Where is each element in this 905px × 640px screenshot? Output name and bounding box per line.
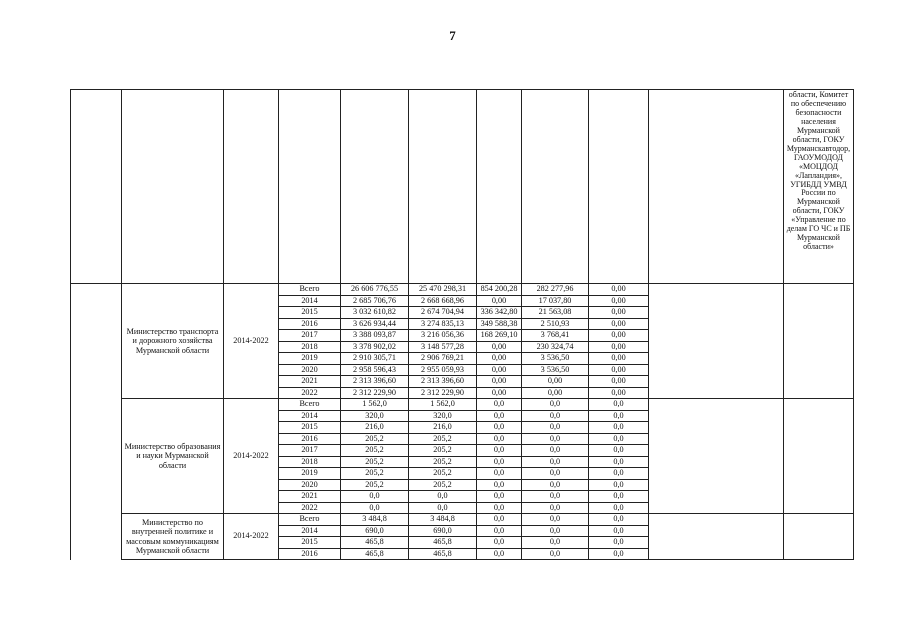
row-total: 2 313 396,60 [341, 376, 409, 388]
cell-total [341, 90, 409, 284]
cell-indicator [649, 90, 784, 284]
row-municipal: 0,0 [522, 525, 589, 537]
row-municipal: 3 768,41 [522, 330, 589, 342]
row-other: 0,0 [589, 433, 649, 445]
row-federal: 349 588,38 [477, 318, 522, 330]
cell-regional [409, 90, 477, 284]
row-municipal: 0,0 [522, 548, 589, 560]
row-year: 2022 [279, 387, 341, 399]
row-municipal: 0,00 [522, 387, 589, 399]
row-year: 2014 [279, 410, 341, 422]
row-year: 2015 [279, 307, 341, 319]
cell-executor [122, 90, 224, 284]
row-regional: 205,2 [409, 468, 477, 480]
row-total: 3 378 902,02 [341, 341, 409, 353]
row-federal: 0,0 [477, 537, 522, 549]
row-year: 2015 [279, 537, 341, 549]
row-other: 0,00 [589, 284, 649, 296]
block-num-cell [71, 399, 122, 514]
row-regional: 465,8 [409, 537, 477, 549]
row-total: 2 312 229,90 [341, 387, 409, 399]
row-federal: 0,0 [477, 399, 522, 411]
row-municipal: 0,0 [522, 514, 589, 526]
row-year: 2014 [279, 295, 341, 307]
block-period: 2014-2022 [224, 514, 279, 560]
row-regional: 2 906 769,21 [409, 353, 477, 365]
row-year: 2017 [279, 445, 341, 457]
row-municipal: 0,0 [522, 502, 589, 514]
row-other: 0,0 [589, 410, 649, 422]
row-regional: 2 312 229,90 [409, 387, 477, 399]
block-num-cell [71, 514, 122, 560]
row-federal: 0,0 [477, 422, 522, 434]
row-other: 0,00 [589, 387, 649, 399]
financing-table [70, 89, 854, 560]
row-municipal: 3 536,50 [522, 353, 589, 365]
row-regional: 205,2 [409, 445, 477, 457]
row-other: 0,0 [589, 399, 649, 411]
row-regional: 25 470 298,31 [409, 284, 477, 296]
continuation-row [71, 90, 854, 284]
row-year: Всего [279, 284, 341, 296]
row-total: 3 626 934,44 [341, 318, 409, 330]
block-indicator-cell [649, 514, 784, 560]
row-other: 0,0 [589, 548, 649, 560]
row-total: 2 910 305,71 [341, 353, 409, 365]
block-executor: Министерство транспорта и дорожного хозяйства Мурманской области [122, 284, 224, 399]
page-number: 7 [449, 28, 456, 43]
row-other: 0,0 [589, 479, 649, 491]
row-year: 2021 [279, 376, 341, 388]
row-other: 0,00 [589, 341, 649, 353]
row-federal: 0,00 [477, 341, 522, 353]
row-municipal: 230 324,74 [522, 341, 589, 353]
row-municipal: 0,0 [522, 468, 589, 480]
row-other: 0,00 [589, 318, 649, 330]
table-row [71, 284, 854, 296]
row-regional: 690,0 [409, 525, 477, 537]
row-regional: 205,2 [409, 456, 477, 468]
row-total: 216,0 [341, 422, 409, 434]
row-other: 0,0 [589, 456, 649, 468]
row-regional: 3 148 577,28 [409, 341, 477, 353]
row-regional: 1 562,0 [409, 399, 477, 411]
row-municipal: 0,00 [522, 376, 589, 388]
row-other: 0,0 [589, 537, 649, 549]
row-other: 0,00 [589, 353, 649, 365]
row-federal: 0,0 [477, 525, 522, 537]
row-municipal: 2 510,93 [522, 318, 589, 330]
row-federal: 0,00 [477, 387, 522, 399]
row-year: 2016 [279, 433, 341, 445]
cell-other [589, 90, 649, 284]
row-total: 3 484,8 [341, 514, 409, 526]
row-year: Всего [279, 514, 341, 526]
table-row [71, 399, 854, 411]
cell-federal [477, 90, 522, 284]
row-year: 2019 [279, 468, 341, 480]
row-year: 2018 [279, 341, 341, 353]
row-federal: 336 342,80 [477, 307, 522, 319]
row-year: 2022 [279, 502, 341, 514]
row-other: 0,0 [589, 525, 649, 537]
row-other: 0,00 [589, 364, 649, 376]
table-row [71, 514, 854, 526]
block-note-cell [784, 284, 854, 399]
block-indicator-cell [649, 284, 784, 399]
row-other: 0,0 [589, 514, 649, 526]
block-executor: Министерство образования и науки Мурманской области [122, 399, 224, 514]
row-total: 2 685 706,76 [341, 295, 409, 307]
row-regional: 3 274 835,13 [409, 318, 477, 330]
block-note-cell [784, 399, 854, 514]
cell-municipal [522, 90, 589, 284]
row-regional: 205,2 [409, 433, 477, 445]
row-total: 2 958 596,43 [341, 364, 409, 376]
row-other: 0,00 [589, 330, 649, 342]
row-year: 2017 [279, 330, 341, 342]
row-federal: 0,0 [477, 433, 522, 445]
row-municipal: 3 536,50 [522, 364, 589, 376]
block-num-cell [71, 284, 122, 399]
row-federal: 0,00 [477, 353, 522, 365]
row-federal: 854 200,28 [477, 284, 522, 296]
row-total: 3 388 093,87 [341, 330, 409, 342]
row-year: 2016 [279, 318, 341, 330]
row-regional: 465,8 [409, 548, 477, 560]
row-regional: 2 668 668,96 [409, 295, 477, 307]
row-total: 205,2 [341, 479, 409, 491]
row-year: Всего [279, 399, 341, 411]
row-federal: 0,0 [477, 479, 522, 491]
row-federal: 0,0 [477, 548, 522, 560]
row-year: 2020 [279, 479, 341, 491]
row-other: 0,0 [589, 468, 649, 480]
row-total: 3 032 610,82 [341, 307, 409, 319]
row-federal: 0,0 [477, 445, 522, 457]
row-federal: 0,0 [477, 456, 522, 468]
row-municipal: 0,0 [522, 491, 589, 503]
row-other: 0,00 [589, 307, 649, 319]
row-regional: 0,0 [409, 502, 477, 514]
row-municipal: 0,0 [522, 433, 589, 445]
row-year: 2014 [279, 525, 341, 537]
block-note-cell [784, 514, 854, 560]
row-municipal: 282 277,96 [522, 284, 589, 296]
row-other: 0,0 [589, 445, 649, 457]
row-year: 2018 [279, 456, 341, 468]
row-regional: 2 674 704,94 [409, 307, 477, 319]
table-body [71, 90, 854, 560]
cell-year [279, 90, 341, 284]
row-year: 2021 [279, 491, 341, 503]
row-total: 1 562,0 [341, 399, 409, 411]
block-period: 2014-2022 [224, 284, 279, 399]
row-federal: 168 269,10 [477, 330, 522, 342]
block-period: 2014-2022 [224, 399, 279, 514]
row-total: 465,8 [341, 537, 409, 549]
row-federal: 0,0 [477, 468, 522, 480]
row-federal: 0,00 [477, 376, 522, 388]
row-municipal: 17 037,80 [522, 295, 589, 307]
row-municipal: 0,0 [522, 445, 589, 457]
row-municipal: 0,0 [522, 537, 589, 549]
block-executor: Министерство по внутренней политике и массовым коммуникациям Мурманской области [122, 514, 224, 560]
row-total: 26 606 776,55 [341, 284, 409, 296]
row-regional: 2 955 059,93 [409, 364, 477, 376]
row-municipal: 0,0 [522, 410, 589, 422]
row-municipal: 0,0 [522, 479, 589, 491]
row-total: 205,2 [341, 433, 409, 445]
row-other: 0,00 [589, 376, 649, 388]
row-municipal: 0,0 [522, 422, 589, 434]
row-federal: 0,00 [477, 295, 522, 307]
row-municipal: 0,0 [522, 456, 589, 468]
row-year: 2020 [279, 364, 341, 376]
cell-num [71, 90, 122, 284]
row-total: 690,0 [341, 525, 409, 537]
row-total: 465,8 [341, 548, 409, 560]
row-total: 205,2 [341, 445, 409, 457]
executor-list-cell: области, Комитет по обеспечению безопасности населения Мурманской области, ГОКУ Мурманскавтодор, ГАОУМОДОД «МОЦДОД «Лапландия», УГИБДД УМВД России по Мурманской области, ГОКУ «Управление по делам ГО ЧС и ПБ Мурманской области» [784, 90, 854, 284]
row-total: 320,0 [341, 410, 409, 422]
row-year: 2019 [279, 353, 341, 365]
row-regional: 216,0 [409, 422, 477, 434]
row-regional: 205,2 [409, 479, 477, 491]
row-federal: 0,0 [477, 410, 522, 422]
row-federal: 0,0 [477, 491, 522, 503]
row-other: 0,0 [589, 491, 649, 503]
row-municipal: 21 563,08 [522, 307, 589, 319]
row-regional: 320,0 [409, 410, 477, 422]
row-total: 205,2 [341, 468, 409, 480]
row-federal: 0,0 [477, 514, 522, 526]
row-other: 0,0 [589, 422, 649, 434]
row-federal: 0,00 [477, 364, 522, 376]
row-regional: 0,0 [409, 491, 477, 503]
row-federal: 0,0 [477, 502, 522, 514]
row-municipal: 0,0 [522, 399, 589, 411]
row-other: 0,0 [589, 502, 649, 514]
row-year: 2016 [279, 548, 341, 560]
row-regional: 2 313 396,60 [409, 376, 477, 388]
cell-period [224, 90, 279, 284]
row-total: 205,2 [341, 456, 409, 468]
row-total: 0,0 [341, 502, 409, 514]
block-indicator-cell [649, 399, 784, 514]
row-total: 0,0 [341, 491, 409, 503]
row-year: 2015 [279, 422, 341, 434]
row-regional: 3 484,8 [409, 514, 477, 526]
row-regional: 3 216 056,36 [409, 330, 477, 342]
row-other: 0,00 [589, 295, 649, 307]
